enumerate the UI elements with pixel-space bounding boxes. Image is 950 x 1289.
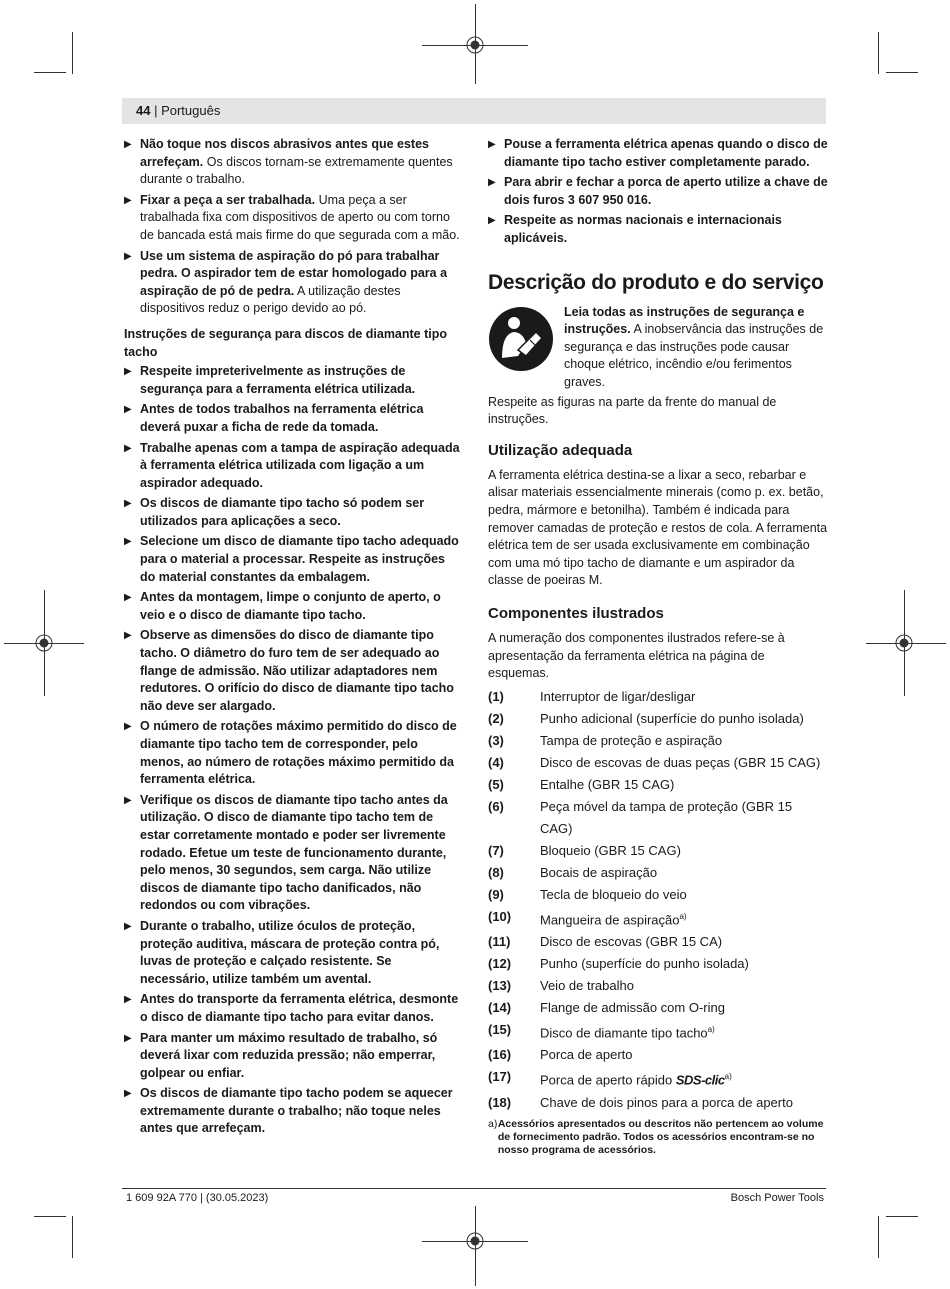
component-number: (18) (488, 1094, 512, 1110)
component-item (488, 862, 828, 884)
page-header: 44 | Português (136, 103, 221, 118)
component-label (540, 953, 749, 975)
safety-bullet (488, 212, 828, 247)
component-label (540, 1019, 715, 1044)
bullet-arrow-icon: ▶ (124, 994, 132, 1006)
safety-bullet (124, 918, 462, 988)
footer-doc-id: 1 609 92A 770 | (30.05.2023) (126, 1192, 269, 1204)
crop-mark (72, 1216, 73, 1258)
safety-notice-text: A inobservância das instruções de segurança e das instruções pode causar choque elétrico, incêndio e/ou ferimentos graves. (564, 322, 824, 389)
safety-bullet (488, 136, 828, 171)
footnote-ref: a) (679, 911, 687, 921)
crop-mark (886, 1216, 918, 1217)
component-item (488, 730, 828, 752)
bullet-bold-text: Trabalhe apenas com a tampa de aspiração adequada à ferramenta elétrica utilizada com ligação a um aspirador adequado. (140, 440, 460, 490)
safety-bullet (124, 401, 462, 436)
component-item (488, 997, 828, 1019)
component-number: (13) (488, 978, 512, 994)
component-number: (6) (488, 798, 504, 814)
component-item (488, 708, 828, 730)
component-label (540, 840, 681, 862)
components-footnote (488, 1118, 828, 1157)
safety-notice-bold: Leia todas as instruções de segurança e instruções. (564, 304, 805, 337)
component-label-text: Mangueira de aspiração (540, 912, 680, 928)
safety-bullet (124, 1030, 462, 1083)
component-label-text: Punho (superfície do punho isolada) (540, 956, 749, 972)
bullet-bold-text: Antes de todos trabalhos na ferramenta elétrica deverá puxar a ficha de rede da tomada. (140, 402, 424, 434)
component-number: (5) (488, 776, 504, 792)
safety-bullet (124, 440, 462, 493)
bullet-arrow-icon: ▶ (124, 139, 132, 150)
component-label-text: Veio de trabalho (540, 978, 634, 994)
footer-brand: Bosch Power Tools (730, 1192, 824, 1204)
component-number: (1) (488, 688, 504, 704)
component-label (540, 1066, 732, 1091)
bullet-arrow-icon: ▶ (124, 1088, 132, 1100)
safety-bullet (124, 792, 462, 915)
components-title: Componentes ilustrados (488, 604, 664, 622)
component-item (488, 906, 828, 931)
crop-mark (34, 72, 66, 73)
bullet-arrow-icon: ▶ (124, 404, 132, 416)
component-label (540, 1044, 633, 1066)
component-label-text: Tecla de bloqueio do veio (540, 886, 687, 902)
safety-notice (488, 304, 828, 392)
footer-rule (122, 1188, 826, 1189)
component-label (540, 752, 820, 774)
registration-mark-icon (465, 1231, 485, 1251)
general-safety-list (124, 136, 462, 318)
product-section-title: Descrição do produto e do serviço (488, 270, 824, 294)
bullet-arrow-icon: ▶ (124, 794, 132, 806)
component-number: (14) (488, 1000, 512, 1016)
bullet-arrow-icon: ▶ (124, 250, 132, 262)
bullet-arrow-icon: ▶ (488, 215, 496, 227)
bullet-arrow-icon: ▶ (124, 442, 132, 454)
diamond-safety-list (124, 363, 462, 1138)
left-column (124, 136, 462, 1141)
registration-mark-icon (34, 633, 54, 653)
bullet-bold-text: Durante o trabalho, utilize óculos de proteção, proteção auditiva, máscara de proteção contra pó, luvas de proteção e calçado resistente. Se necessário, utilize também um avental. (140, 918, 440, 986)
safety-bullet (124, 495, 462, 530)
footnote-text: Acessórios apresentados ou descritos não pertencem ao volume de fornecimento padrão. Todos os acessórios encontram-se no nosso programa de acessórios. (497, 1117, 824, 1156)
bullet-bold-text: Respeite impreterivelmente as instruções de segurança para a ferramenta elétrica utilizada. (140, 364, 416, 396)
page-number: 44 (136, 103, 151, 118)
registration-mark-icon (465, 35, 485, 55)
component-label-text: Interruptor de ligar/desligar (540, 688, 696, 704)
bullet-arrow-icon: ▶ (124, 721, 132, 733)
bullet-bold-text: Use um sistema de aspiração do pó para trabalhar pedra. O aspirador tem de estar homologado para a aspiração de pó de pedra. (140, 248, 448, 298)
bullet-arrow-icon: ▶ (124, 920, 132, 932)
bullet-arrow-icon: ▶ (124, 630, 132, 642)
component-label (540, 884, 687, 906)
bullet-bold-text: Os discos de diamante tipo tacho só podem ser utilizados para aplicações a seco. (140, 496, 425, 528)
bullet-bold-text: Observe as dimensões do disco de diamante tipo tacho. O diâmetro do furo tem de ser adequado ao flange de admissão. Não utilizar adaptadores nem redutores. O orifício do disco de diamante tipo tacho não deve ser alargado. (140, 628, 454, 713)
bullet-arrow-icon: ▶ (124, 366, 132, 378)
crop-mark (886, 72, 918, 73)
bullet-bold-text: Respeite as normas nacionais e internacionais aplicáveis. (504, 213, 782, 245)
component-number: (2) (488, 710, 504, 726)
component-label (540, 796, 828, 840)
component-number: (9) (488, 886, 504, 902)
crop-mark (72, 32, 73, 74)
read-manual-icon (488, 306, 554, 372)
component-label (540, 997, 725, 1019)
bullet-bold-text: Os discos de diamante tipo tacho podem se aquecer extremamente durante o trabalho; não toque neles antes que arrefeçam. (140, 1086, 453, 1136)
component-number: (17) (488, 1069, 512, 1085)
component-label-text: Flange de admissão com O-ring (540, 1000, 725, 1016)
bullet-arrow-icon: ▶ (488, 139, 496, 150)
safety-bullet (488, 174, 828, 209)
sds-clic-logo: SDS-clic (675, 1072, 725, 1088)
component-item (488, 884, 828, 906)
safety-bullet (124, 991, 462, 1026)
component-label-text: Porca de aperto rápido (540, 1072, 676, 1088)
safety-bullet (124, 1085, 462, 1138)
bullet-bold-text: Selecione um disco de diamante tipo tacho adequado para o material a processar. Respeite as instruções do material constantes da embalagem. (140, 534, 459, 584)
component-item (488, 1044, 828, 1066)
bullet-text: Uma peça a ser trabalhada fixa com dispositivos de aperto ou com torno de bancada está mais firme do que segurada com a mão. (140, 192, 460, 242)
component-item (488, 975, 828, 997)
component-item (488, 774, 828, 796)
component-number: (10) (488, 908, 512, 924)
crop-mark (878, 1216, 879, 1258)
bullet-bold-text: Para abrir e fechar a porca de aperto utilize a chave de dois furos 3 607 950 016. (504, 175, 828, 207)
component-number: (16) (488, 1047, 512, 1063)
component-label (540, 975, 634, 997)
bullet-arrow-icon: ▶ (124, 592, 132, 604)
component-label (540, 686, 695, 708)
component-label (540, 730, 722, 752)
component-label-text: Porca de aperto (540, 1047, 633, 1063)
component-item (488, 953, 828, 975)
component-label-text: Disco de escovas (GBR 15 CA) (540, 934, 723, 950)
diamond-safety-heading: Instruções de segurança para discos de diamante tipo tacho (124, 326, 448, 359)
safety-bullet (124, 533, 462, 586)
bullet-arrow-icon: ▶ (488, 177, 496, 189)
safety-bullet (124, 192, 462, 245)
bullet-arrow-icon: ▶ (124, 194, 132, 206)
component-item (488, 752, 828, 774)
bullet-bold-text: Antes do transporte da ferramenta elétrica, desmonte o disco de diamante tipo tacho para evitar danos. (140, 992, 459, 1024)
footnote-ref: a) (724, 1072, 732, 1082)
components-list (488, 686, 828, 1067)
footnote-ref: a) (707, 1025, 715, 1035)
component-item (488, 840, 828, 862)
crop-mark (34, 1216, 66, 1217)
right-column (488, 136, 828, 1157)
safety-bullet (124, 718, 462, 788)
component-item (488, 796, 828, 840)
page-header-bar (122, 98, 826, 124)
crop-mark (878, 32, 879, 74)
component-label-text: Peça móvel da tampa de proteção (GBR 15 CAG) (539, 798, 793, 836)
safety-bullet (124, 589, 462, 624)
bullet-bold-text: Antes da montagem, limpe o conjunto de aperto, o veio e o disco de diamante tipo tacho. (140, 590, 441, 622)
safety-bullet (124, 363, 462, 398)
component-label (540, 931, 722, 953)
component-label-text: Disco de escovas de duas peças (GBR 15 CAG) (540, 754, 821, 770)
component-number: (15) (488, 1022, 512, 1038)
bullet-bold-text: Fixar a peça a ser trabalhada. (140, 192, 316, 207)
component-label (540, 906, 687, 931)
intended-use-text: A ferramenta elétrica destina-se a lixar a seco, rebarbar e alisar materiais essencialmente minerais (como p. ex. betão, pedra, mármore e betonilha). Também é indicada para remover camadas de proteção e restos de cola. A ferramenta elétrica tem de ser usada exclusivamente em combinação com uma mó tipo tacho de diamante e um aspirador da classe de poeiras M. (488, 467, 828, 588)
component-label: Chave de dois pinos para a porca de aperto (540, 1094, 793, 1110)
bullet-arrow-icon: ▶ (124, 536, 132, 548)
component-number: (4) (488, 754, 504, 770)
component-label (540, 862, 657, 884)
component-label-text: Disco de diamante tipo tacho (540, 1025, 708, 1041)
footnote-mark: a) (488, 1117, 498, 1130)
bullet-arrow-icon: ▶ (124, 1032, 132, 1044)
component-item (488, 931, 828, 953)
bullet-text: A utilização destes dispositivos reduz o perigo devido ao pó. (140, 283, 401, 316)
component-label-text: Punho adicional (superfície do punho isolada) (540, 710, 804, 726)
registration-mark-icon (894, 633, 914, 653)
component-number: (12) (488, 956, 512, 972)
page-language: Português (161, 103, 221, 118)
component-number: (3) (488, 732, 504, 748)
component-label (540, 774, 674, 796)
safety-bullet (124, 627, 462, 715)
intended-use-title: Utilização adequada (488, 441, 633, 459)
component-item (488, 1066, 828, 1091)
safety-bullet (124, 248, 462, 318)
bullet-bold-text: Pouse a ferramenta elétrica apenas quando o disco de diamante tipo tacho estiver completamente parado. (504, 137, 828, 169)
component-item (488, 686, 828, 708)
right-safety-list (488, 136, 828, 248)
component-number: (7) (488, 842, 504, 858)
components-intro: A numeração dos componentes ilustrados refere-se à apresentação da ferramenta elétrica na página de esquemas. (488, 630, 785, 681)
bullet-text: Os discos tornam-se extremamente quentes durante o trabalho. (140, 154, 453, 187)
component-label-text: Bloqueio (GBR 15 CAG) (540, 842, 681, 858)
component-label-text: Tampa de proteção e aspiração (540, 732, 723, 748)
bullet-arrow-icon: ▶ (124, 498, 132, 510)
component-number: (11) (488, 934, 511, 950)
bullet-bold-text: O número de rotações máximo permitido do disco de diamante tipo tacho tem de corresponder, pelo menos, ao número de rotações máximo permitido da ferramenta elétrica. (140, 719, 457, 787)
component-number: (8) (488, 864, 504, 880)
bullet-bold-text: Para manter um máximo resultado de trabalho, só deverá lixar com reduzida pressão; não emperrar, golpear ou enfiar. (140, 1030, 438, 1080)
component-item (488, 1019, 828, 1044)
bullet-bold-text: Não toque nos discos abrasivos antes que estes arrefeçam. (140, 137, 429, 169)
figures-note: Respeite as figuras na parte da frente do manual de instruções. (488, 394, 777, 427)
safety-bullet (124, 136, 462, 189)
component-label-text: Entalhe (GBR 15 CAG) (540, 776, 675, 792)
component-label (540, 708, 804, 730)
bullet-bold-text: Verifique os discos de diamante tipo tacho antes da utilização. O disco de diamante tipo tacho tem de estar corretamente montado e poder ser livremente rodado. Efetue um teste de funcionamento durante, pelo menos, 30 segundos, sem carga. Não utilize discos de diamante tipo tacho danificados, não redondos ou com vibrações. (140, 792, 448, 913)
component-label-text: Bocais de aspiração (540, 864, 658, 880)
component-item (488, 1092, 828, 1114)
